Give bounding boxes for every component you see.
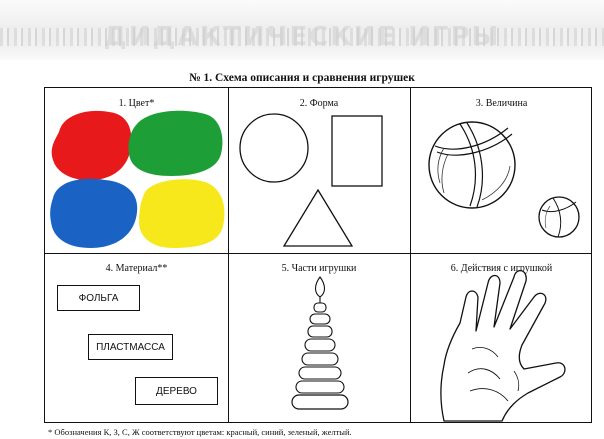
green-blob [128, 111, 222, 176]
pyramid-toy-icon [228, 253, 410, 424]
cell-title-color: 1. Цвет* [118, 98, 155, 109]
description-scheme-table [44, 87, 592, 423]
cell-title-material: 4. Материал** [105, 263, 168, 274]
cell-title-parts: 5. Части игрушки [281, 263, 357, 274]
shapes-group [228, 88, 410, 253]
cell-title-actions: 6. Действия с игрушкой [450, 263, 553, 274]
material-label-plastic: ПЛАСТМАССА [88, 334, 173, 360]
color-blobs [45, 88, 228, 253]
scanned-header-strip [0, 0, 604, 60]
yellow-blob [139, 179, 224, 248]
balls-group [410, 88, 593, 253]
square-icon [332, 116, 382, 186]
watermark-heading: ДИДАКТИЧЕСКИЕ ИГРЫ [103, 22, 501, 52]
large-ball-icon [429, 122, 515, 208]
circle-icon [240, 114, 308, 182]
cell-title-size: 3. Величина [475, 98, 528, 109]
blue-blob [50, 179, 137, 248]
cell-title-shape: 2. Форма [299, 98, 339, 109]
material-label-foil: ФОЛЬГА [57, 285, 140, 311]
red-blob [52, 111, 132, 180]
material-label-wood: ДЕРЕВО [135, 377, 218, 405]
footnote: * Обозначения К, З, С, Ж соответствуют цветам: красный, синий, зеленый, желтый. [48, 427, 352, 437]
small-ball-icon [539, 197, 579, 237]
hand-icon [410, 253, 593, 424]
triangle-icon [284, 190, 352, 246]
page-title: № 1. Схема описания и сравнения игрушек [189, 72, 415, 84]
